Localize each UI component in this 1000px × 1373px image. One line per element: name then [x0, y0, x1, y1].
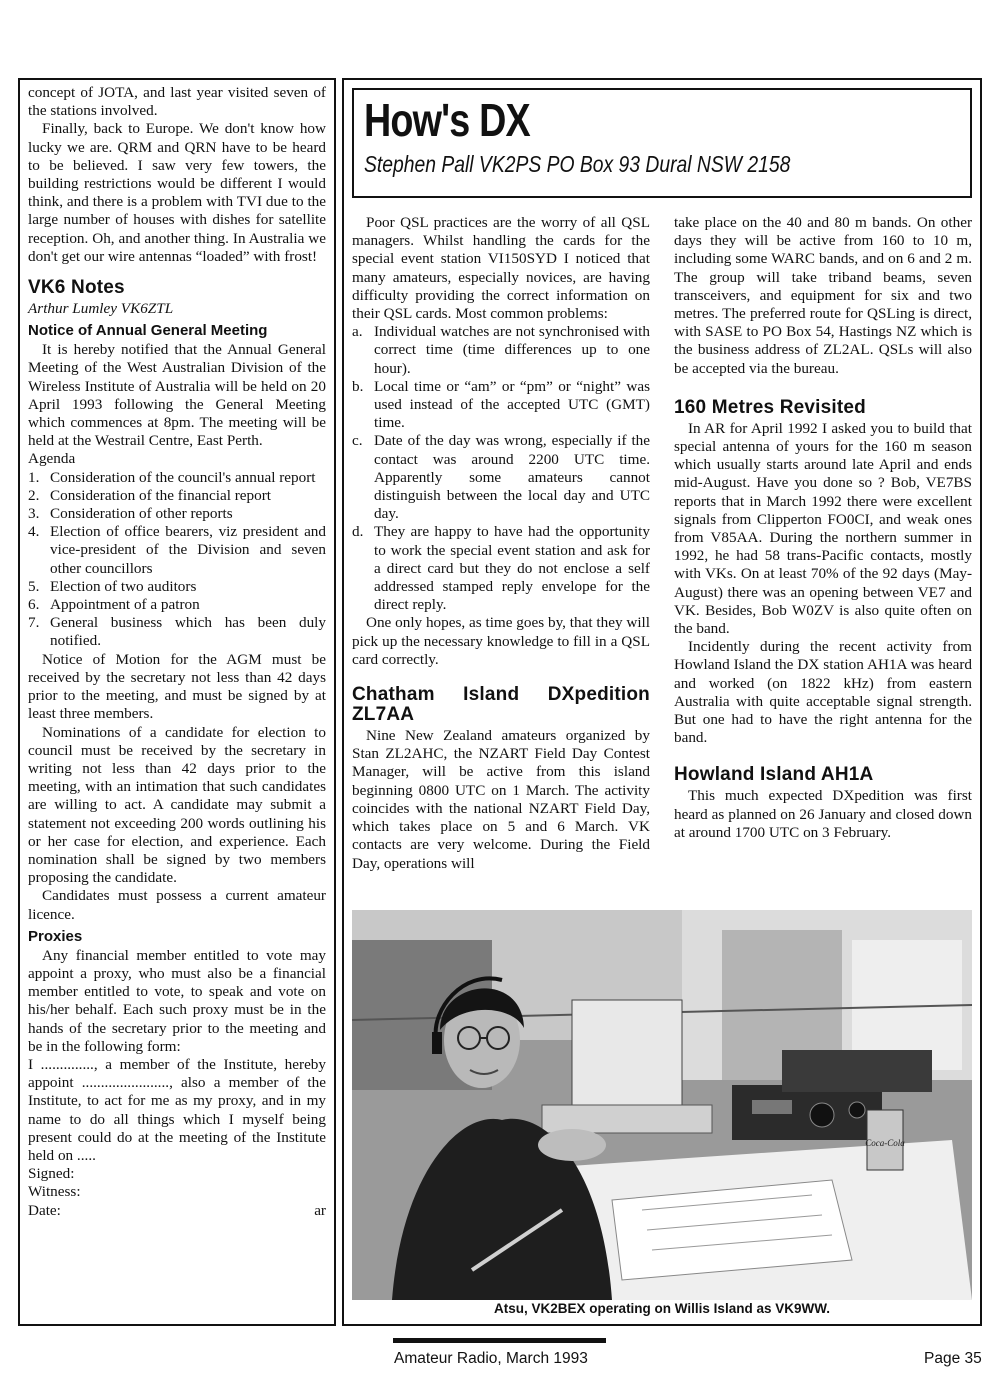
licence-paragraph: Candidates must possess a current amateur licence.	[28, 887, 326, 923]
column-title-box	[352, 88, 972, 198]
vk6-notes-heading: VK6 Notes	[28, 277, 125, 299]
agenda-item: 3. Consideration of other reports	[28, 505, 233, 523]
agenda-item: 2. Consideration of the financial report	[28, 486, 271, 504]
can-label: Coca-Cola	[865, 1138, 905, 1148]
right-column	[674, 214, 972, 842]
m160-paragraph-1: In AR for April 1992 I asked you to build that special antenna of yours for the 160 m season which usually starts around late April and ends mid-August. Have you done so ? Bob, VE7BS reports that in March 1992 there were excellent signals from Clipperton FO0CI, and weak ones from V85AA. During the northern summer in 1992, he had 58 trans-Pacific contacts, mostly with VKs. On at least 70% of the 92 days (May-August) there was an opening between VE7 and VK. Besides, Bob W0ZV is also quite often on the band.	[674, 419, 972, 638]
proxy-form: I .............., a member of the Institute, hereby appoint ......................., also a member of the Institute, to act for me as my proxy, and in my name to do all things which I myself being present could do at the meeting of the Institute held on .....	[28, 1055, 326, 1164]
qsl-close-paragraph: One only hopes, as time goes by, that they will pick up the necessary knowledge to fill in a QSL card correctly.	[352, 614, 650, 668]
intro-paragraph: concept of JOTA, and last year visited seven of the stations involved.	[28, 84, 326, 120]
agenda-label: Agenda	[28, 450, 76, 468]
problem-item: d. They are happy to have had the opportunity to work the special event station and ask for a direct card but they do not enclose a self addressed stamped reply envelope for the direct reply.	[352, 523, 650, 614]
agenda-list	[28, 469, 326, 651]
problem-item: b. Local time or “am” or “pm” or “night” was used instead of the accepted UTC (GMT) time.	[352, 377, 650, 432]
witness-line: Witness:	[28, 1183, 81, 1201]
proxies-paragraph: Any financial member entitled to vote may appoint a proxy, who must also be a financial member entitled to vote, to speak and vote on his/her behalf. Each such proxy must be in the hands of the secretary prior to the meeting and be in the following form:	[28, 946, 326, 1055]
nominations-paragraph: Nominations of a candidate for election to council must be received by the secretary in writing not less than 42 days prior to the meeting, with an intimation that such candidates are willing to act. A candidate may submit a statement not exceeding 200 words outlining his or her case for election, and experience. Each nomination shall be signed by two members proposing the candidate.	[28, 723, 326, 887]
footer-page-number: Page 35	[924, 1350, 982, 1367]
europe-paragraph: Finally, back to Europe. We don't know how lucky we are. QRM and QRN have to be heard to be believed. I saw very few towers, the building restrictions would be different I would think, and there is a problem with TVI due to the large number of houses with dishes for satellite reception. Oh, and another thing. In Australia we don't get our wire antennas “loaded” with frost!	[28, 120, 326, 265]
howland-heading: Howland Island AH1A	[674, 764, 874, 786]
qsl-intro-paragraph: Poor QSL practices are the worry of all QSL managers. Whilst handling the cards for the special event station VI150SYD I noticed that many amateurs, especially novices, are having difficulty providing the correct information on their QSL cards. Most common problems:	[352, 214, 650, 323]
motion-paragraph: Notice of Motion for the AGM must be received by the secretary not less than 42 days prior to the meeting, and must be signed by at least three members.	[28, 650, 326, 723]
agenda-item: 7. General business which has been duly notified.	[28, 614, 326, 650]
agenda-item: 6. Appointment of a patron	[28, 596, 200, 614]
column-title: How's DX	[364, 94, 530, 146]
problem-item: c. Date of the day was wrong, especially if the contact was around 2200 UTC time. Apparently some amateurs cannot distinguish between the local day and UTC day.	[352, 432, 650, 523]
footer-publication: Amateur Radio, March 1993	[394, 1350, 588, 1367]
howland-paragraph: This much expected DXpedition was first heard as planned on 26 January and closed down at around 1700 UTC on 3 February.	[674, 787, 972, 841]
m160-heading: 160 Metres Revisited	[674, 396, 866, 418]
proxies-heading: Proxies	[28, 927, 83, 945]
signed-line: Signed:	[28, 1165, 75, 1183]
m160-paragraph-2: Incidently during the recent activity from Howland Island the DX station AH1A was heard and worked (on 1822 kHz) from eastern Australia with quite acceptable signal strength. But one had to have the right antenna for the band.	[674, 638, 972, 747]
agenda-item: 5. Election of two auditors	[28, 577, 197, 595]
footer-rule	[393, 1338, 606, 1343]
date-label: Date:	[28, 1201, 61, 1219]
problem-item: a. Individual watches are not synchronised with correct time (time differences up to one hour).	[352, 323, 650, 377]
agm-paragraph: It is hereby notified that the Annual General Meeting of the West Australian Division of the Wireless Institute of Australia will be held on 20 April 1993 following the General Meeting which commences at 8pm. The meeting will be held at the Westrail Centre, East Perth.	[28, 341, 326, 450]
vk6-author: Arthur Lumley VK6ZTL	[28, 300, 174, 318]
left-column	[28, 84, 326, 1220]
middle-column	[352, 214, 650, 873]
end-mark: ar	[314, 1201, 326, 1219]
agm-heading: Notice of Annual General Meeting	[28, 322, 268, 340]
agenda-item: 4. Election of office bearers, viz president and vice-president of the Division and seven other councillors	[28, 523, 326, 577]
photo-caption: Atsu, VK2BEX operating on Willis Island as VK9WW.	[494, 1301, 830, 1316]
photo-operator	[352, 910, 972, 1300]
chatham-heading: Chatham Island DXpedition ZL7AA	[352, 684, 650, 726]
agenda-item: 1. Consideration of the council's annual report	[28, 468, 316, 486]
qsl-problems-list	[352, 323, 650, 614]
chatham-continued: take place on the 40 and 80 m bands. On other days they will be active from 160 to 10 m, including some WARC bands, and on 6 and 2 m. The group will take triband beams, seven transceivers, and equipment for six and two metres. The preferred route for QSLing is direct, with SASE to PO Box 54, Hastings NZ which is the business address of ZL2AL. QSLs will also be accepted via the bureau.	[674, 214, 972, 377]
date-line	[28, 1202, 326, 1220]
chatham-paragraph: Nine New Zealand amateurs organized by Stan ZL2AHC, the NZART Field Day Contest Manager, will be active from this island beginning 0800 UTC on 1 March. The activity coincides with the national NZART Field Day, which takes place on 5 and 6 March. VK contacts are very welcome. During the Field Day, operations will	[352, 727, 650, 872]
column-author: Stephen Pall VK2PS PO Box 93 Dural NSW 2158	[364, 151, 791, 177]
photo-illustration	[352, 910, 972, 1300]
